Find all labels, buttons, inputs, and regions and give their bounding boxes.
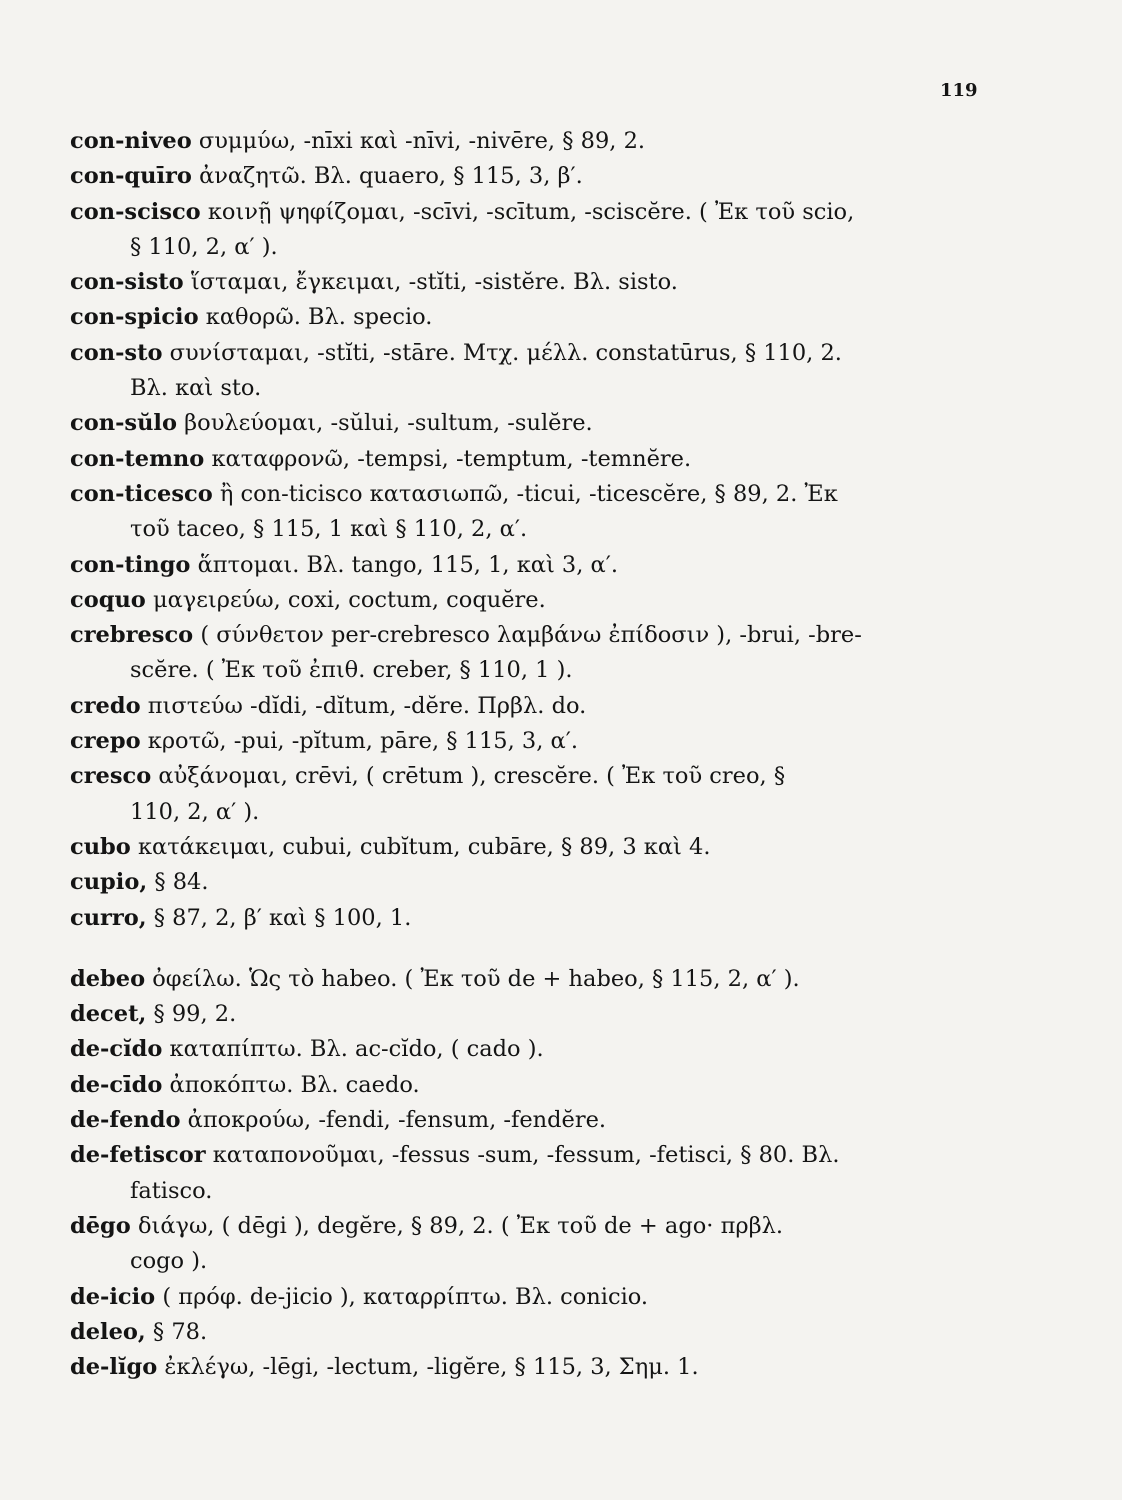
entry-first-line — [70, 477, 1080, 512]
entry-first-line — [70, 865, 1080, 900]
headword: de-cĭdo — [70, 1036, 163, 1063]
entry-first-line — [70, 406, 1080, 441]
entry-first-line — [70, 159, 1080, 194]
entry-first-line — [70, 300, 1080, 335]
entry-first-line — [70, 1209, 1080, 1244]
entry-first-line — [70, 548, 1080, 583]
headword: de-cīdo — [70, 1071, 163, 1098]
entry-text: scĕre. ( Ἐκ τοῦ ἐπιθ. creber, § 110, 1 ). — [130, 657, 573, 684]
headword: con-quīro — [70, 163, 192, 190]
entry-first-line — [70, 265, 1080, 300]
entry-list — [70, 124, 1080, 1385]
entry-first-line — [70, 1032, 1080, 1067]
entry-first-line — [70, 962, 1080, 997]
headword: con-sŭlo — [70, 410, 177, 437]
dictionary-entry — [70, 724, 1080, 759]
headword: con-temno — [70, 445, 205, 472]
entry-first-line — [70, 1280, 1080, 1315]
headword: con-sisto — [70, 269, 184, 296]
entry-text: fatisco. — [130, 1177, 213, 1204]
entry-first-line — [70, 830, 1080, 865]
entry-text: ( πρόφ. de-jicio ), καταρρίπτω. Βλ. conicio. — [162, 1283, 649, 1310]
entry-continuation-line — [70, 795, 1080, 830]
entry-text: καταφρονῶ, -tempsi, -temptum, -temnĕre. — [211, 445, 692, 472]
headword: con-tingo — [70, 551, 191, 578]
entry-text: τοῦ taceo, § 115, 1 καὶ § 110, 2, α′. — [130, 516, 528, 543]
entry-text: ἢ con-ticisco κατασιωπῶ, -ticui, -ticescĕre, § 89, 2. Ἐκ — [219, 480, 838, 507]
entry-continuation-line — [70, 1244, 1080, 1279]
headword: de-icio — [70, 1283, 156, 1310]
entry-text: ( σύνθετον per-crebresco λαμβάνω ἐπίδοσιν ), -brui, -bre- — [200, 622, 862, 649]
headword: crepo — [70, 728, 141, 755]
entry-text: ἅπτομαι. Βλ. tango, 115, 1, καὶ 3, α′. — [197, 551, 619, 578]
headword: credo — [70, 692, 141, 719]
dictionary-entry — [70, 336, 1080, 407]
dictionary-entry — [70, 477, 1080, 548]
entry-text: πιστεύω -dĭdi, -dĭtum, -dĕre. Πρβλ. do. — [147, 692, 587, 719]
entry-first-line — [70, 997, 1080, 1032]
dictionary-entry — [70, 689, 1080, 724]
entry-first-line — [70, 336, 1080, 371]
dictionary-entry — [70, 962, 1080, 997]
entry-text: ἐκλέγω, -lēgi, -lectum, -ligĕre, § 115, 3, Σημ. 1. — [164, 1354, 699, 1381]
dictionary-entry — [70, 300, 1080, 335]
headword: crebresco — [70, 622, 194, 649]
entry-first-line — [70, 901, 1080, 936]
entry-text: § 110, 2, α′ ). — [130, 233, 278, 260]
entry-first-line — [70, 724, 1080, 759]
dictionary-entry — [70, 1068, 1080, 1103]
dictionary-entry — [70, 901, 1080, 936]
headword: de-lĭgo — [70, 1354, 158, 1381]
entry-first-line — [70, 583, 1080, 618]
entry-text: 110, 2, α′ ). — [130, 798, 260, 825]
entry-text: κατάκειμαι, cubui, cubĭtum, cubāre, § 89, 3 καὶ 4. — [137, 833, 711, 860]
dictionary-entry — [70, 548, 1080, 583]
headword: con-sto — [70, 339, 163, 366]
entry-first-line — [70, 1138, 1080, 1173]
entry-continuation-line — [70, 230, 1080, 265]
entry-first-line — [70, 124, 1080, 159]
entry-text: καθορῶ. Βλ. specio. — [205, 304, 433, 331]
entry-first-line — [70, 195, 1080, 230]
headword: con-spicio — [70, 304, 199, 331]
dictionary-entry — [70, 583, 1080, 618]
headword: de-fetiscor — [70, 1142, 206, 1169]
headword: cubo — [70, 833, 131, 860]
entry-text: μαγειρεύω, coxi, coctum, coquĕre. — [152, 586, 546, 613]
entry-first-line — [70, 689, 1080, 724]
entry-text: ἀποκόπτω. Βλ. caedo. — [169, 1071, 420, 1098]
entry-text: βουλεύομαι, -sŭlui, -sultum, -sulĕre. — [184, 410, 593, 437]
entry-text: § 87, 2, β′ καὶ § 100, 1. — [153, 904, 412, 931]
dictionary-entry — [70, 1315, 1080, 1350]
entry-text: ἵσταμαι, ἔγκειμαι, -stĭti, -sistĕre. Βλ. sisto. — [190, 269, 678, 296]
entry-text: § 99, 2. — [153, 1001, 237, 1028]
entry-first-line — [70, 1350, 1080, 1385]
section-gap — [70, 936, 1080, 962]
dictionary-entry — [70, 1280, 1080, 1315]
headword: decet, — [70, 1001, 147, 1028]
headword: cupio, — [70, 869, 148, 896]
entry-text: § 84. — [154, 869, 209, 896]
dictionary-entry — [70, 997, 1080, 1032]
dictionary-entry — [70, 1350, 1080, 1385]
entry-continuation-line — [70, 371, 1080, 406]
entry-text: ὀφείλω. Ὡς τὸ habeo. ( Ἐκ τοῦ de + habeo, § 115, 2, α′ ). — [152, 965, 800, 992]
entry-text: συνίσταμαι, -stĭti, -stāre. Μτχ. μέλλ. constatūrus, § 110, 2. — [169, 339, 842, 366]
headword: con-ticesco — [70, 480, 213, 507]
headword: deleo, — [70, 1318, 146, 1345]
entry-first-line — [70, 1068, 1080, 1103]
dictionary-entry — [70, 865, 1080, 900]
entry-text: ἀποκρούω, -fendi, -fensum, -fendĕre. — [187, 1107, 607, 1134]
entry-text: cogo ). — [130, 1248, 208, 1275]
headword: de-fendo — [70, 1107, 181, 1134]
headword: coquo — [70, 586, 146, 613]
entry-first-line — [70, 759, 1080, 794]
headword: con-scisco — [70, 198, 201, 225]
entry-continuation-line — [70, 1174, 1080, 1209]
entry-text: συμμύω, -nīxi καὶ -nīvi, -nivēre, § 89, 2. — [198, 128, 646, 154]
dictionary-entry — [70, 1032, 1080, 1067]
headword: debeo — [70, 965, 146, 992]
entry-text: κροτῶ, -pui, -pĭtum, pāre, § 115, 3, α′. — [147, 728, 578, 755]
dictionary-entry — [70, 1103, 1080, 1138]
entry-text: Βλ. καὶ sto. — [130, 375, 262, 402]
dictionary-entry — [70, 124, 1080, 159]
entry-text: καταπονοῦμαι, -fessus -sum, -fessum, -fetisci, § 80. Βλ. — [212, 1142, 840, 1169]
headword: curro, — [70, 904, 147, 931]
dictionary-entry — [70, 830, 1080, 865]
dictionary-entry — [70, 195, 1080, 266]
entry-continuation-line — [70, 512, 1080, 547]
dictionary-entry — [70, 265, 1080, 300]
entry-first-line — [70, 442, 1080, 477]
dictionary-entry — [70, 442, 1080, 477]
entry-continuation-line — [70, 653, 1080, 688]
dictionary-entry — [70, 1138, 1080, 1209]
dictionary-entry — [70, 618, 1080, 689]
headword: cresco — [70, 763, 152, 790]
entry-text: § 78. — [152, 1318, 208, 1345]
dictionary-entry — [70, 406, 1080, 441]
entry-first-line — [70, 1315, 1080, 1350]
entry-text: διάγω, ( dēgi ), degĕre, § 89, 2. ( Ἐκ τοῦ de + ago· πρβλ. — [137, 1212, 784, 1239]
entry-first-line — [70, 618, 1080, 653]
entry-text: κοινῇ ψηφίζομαι, -scīvi, -scītum, -sciscĕre. ( Ἐκ τοῦ scio, — [207, 198, 855, 225]
entry-text: αὐξάνομαι, crēvi, ( crētum ), crescĕre. ( Ἐκ τοῦ creo, § — [158, 763, 786, 790]
headword: con-niveo — [70, 128, 192, 154]
headword: dēgo — [70, 1212, 131, 1239]
dictionary-entry — [70, 1209, 1080, 1280]
page-number: 119 — [940, 80, 978, 101]
entry-text: καταπίπτω. Βλ. ac-cĭdo, ( cado ). — [169, 1036, 544, 1063]
entry-text: ἀναζητῶ. Βλ. quaero, § 115, 3, β′. — [199, 163, 583, 190]
entry-first-line — [70, 1103, 1080, 1138]
dictionary-entry — [70, 159, 1080, 194]
dictionary-entry — [70, 759, 1080, 830]
